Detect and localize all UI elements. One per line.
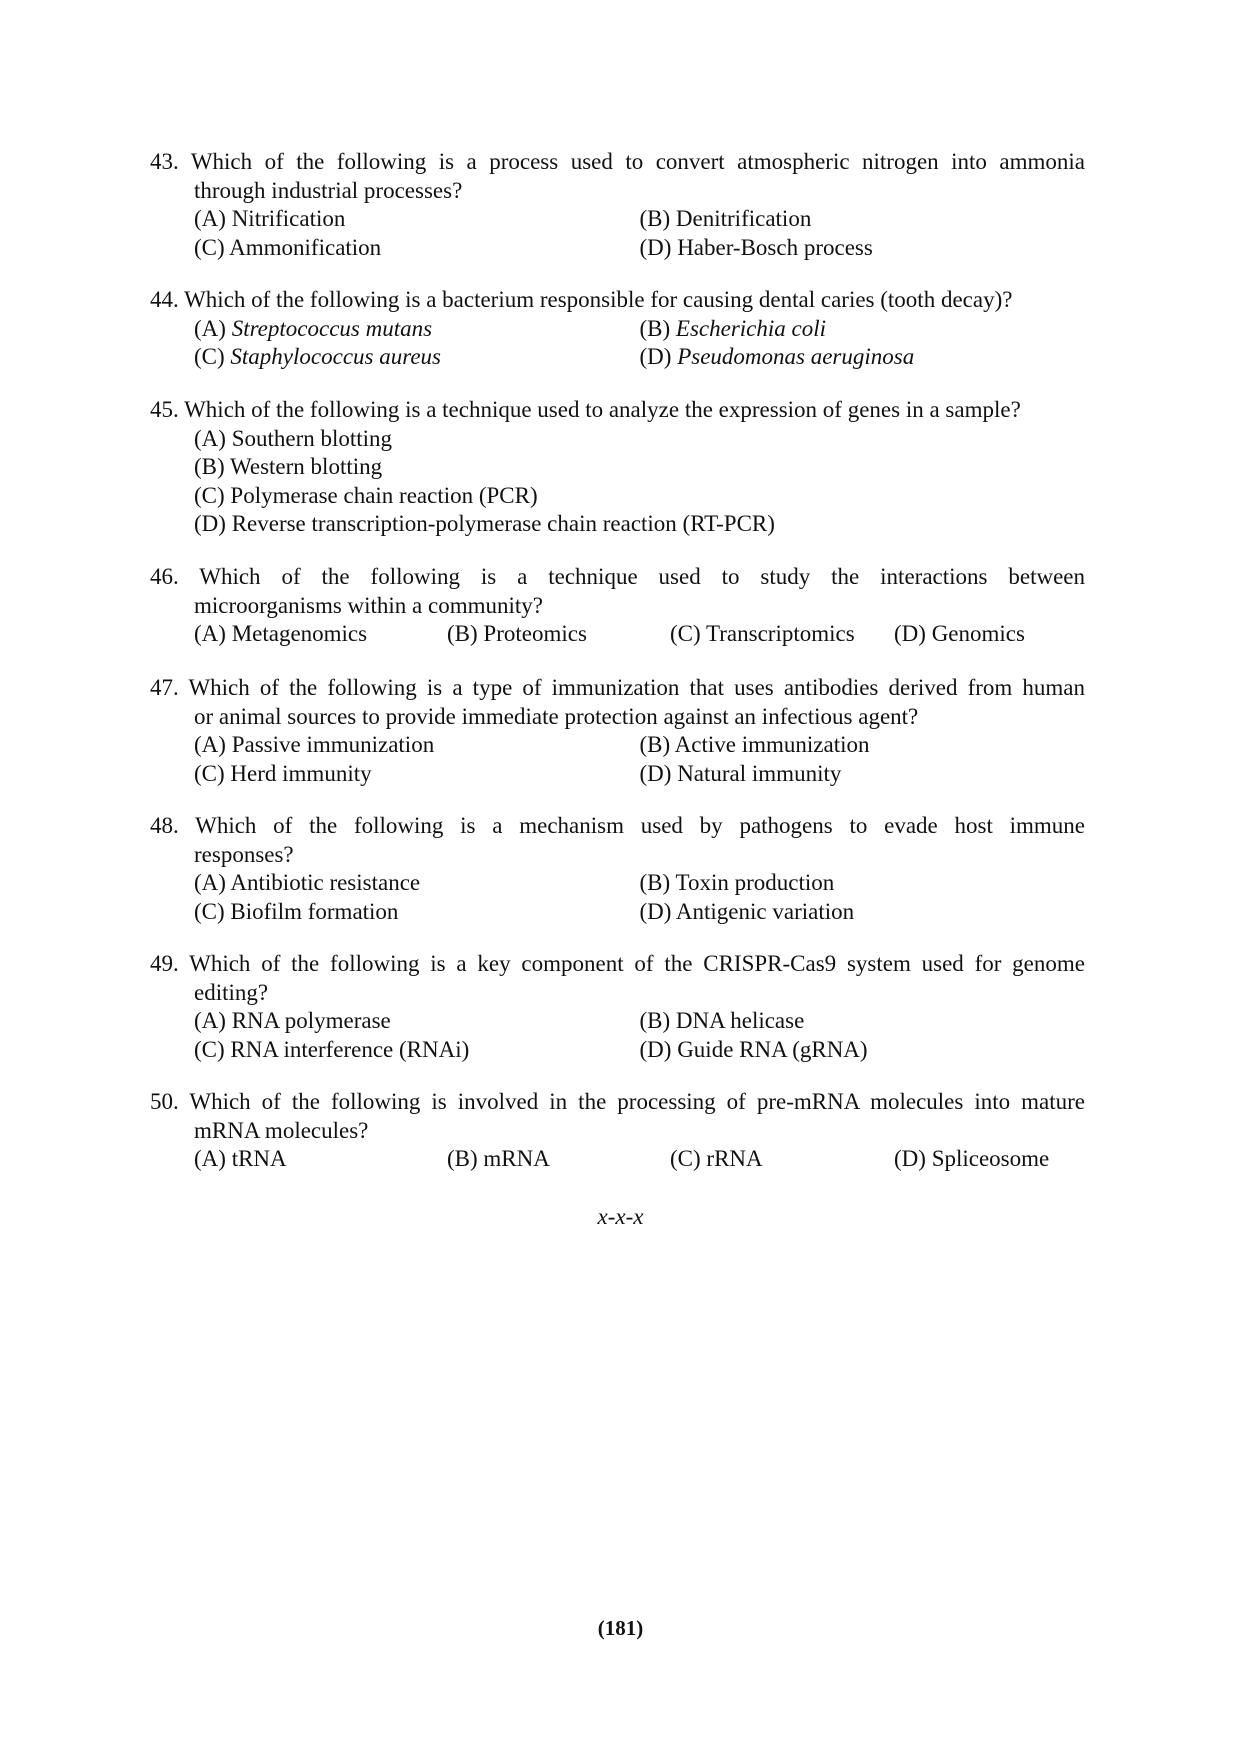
- option-a: (A) Passive immunization: [194, 732, 435, 757]
- question-50: [150, 1088, 1085, 1174]
- option-d: (D) Haber-Bosch process: [639, 234, 873, 260]
- option-a: (A) Southern blotting: [194, 425, 393, 451]
- options: [150, 1145, 1085, 1174]
- options: [150, 869, 1085, 926]
- question-line-1: Which of the following is a technique used to study the interactions between: [199, 564, 1085, 589]
- question-number: 50.: [150, 1089, 179, 1114]
- option-b: (B) Escherichia coli: [639, 315, 827, 341]
- option-c: (C) Polymerase chain reaction (PCR): [194, 482, 538, 508]
- question-text: [150, 563, 1085, 592]
- option-c: (C) RNA interference (RNAi): [194, 1036, 470, 1062]
- option-c: (C) Transcriptomics: [670, 621, 855, 646]
- option-a: (A) Streptococcus mutans: [194, 315, 433, 341]
- options: [150, 205, 1085, 262]
- option-b: (B) Active immunization: [639, 732, 870, 757]
- options: [150, 1007, 1085, 1064]
- end-separator: x-x-x: [597, 1204, 644, 1229]
- option-a: (A) Metagenomics: [194, 621, 368, 646]
- question-line-1: Which of the following is involved in the processing of pre-mRNA molecules into mature: [189, 1089, 1085, 1114]
- option-d: (D) Genomics: [894, 621, 1025, 646]
- question-text: [150, 812, 1085, 841]
- question-line-2: editing?: [194, 979, 269, 1005]
- question-number: 47.: [150, 675, 179, 700]
- option-b: (B) Toxin production: [639, 870, 835, 895]
- options: [150, 620, 1085, 649]
- question-number: 44.: [150, 287, 179, 312]
- question-43: [150, 148, 1085, 262]
- question-text: [150, 396, 1085, 425]
- option-b: (B) Denitrification: [639, 206, 812, 231]
- option-a: (A) Nitrification: [194, 206, 346, 231]
- option-b: (B) Western blotting: [194, 454, 383, 479]
- question-line-2: responses?: [194, 841, 294, 867]
- option-b: (B) mRNA: [447, 1146, 550, 1171]
- question-line-2: mRNA molecules?: [194, 1117, 369, 1143]
- question-46: [150, 563, 1085, 649]
- option-b: (B) DNA helicase: [639, 1008, 805, 1033]
- option-b: (B) Proteomics: [447, 621, 587, 646]
- question-line-1: Which of the following is a process used to convert atmospheric nitrogen into ammonia: [190, 149, 1085, 174]
- question-48: [150, 812, 1085, 926]
- option-c: (C) Herd immunity: [194, 760, 372, 786]
- question-line-1: Which of the following is a technique used to analyze the expression of genes in a sample?: [184, 397, 1021, 422]
- question-44: [150, 286, 1085, 372]
- option-d: (D) Guide RNA (gRNA): [639, 1036, 868, 1062]
- option-c: (C) rRNA: [670, 1146, 763, 1171]
- option-a: (A) tRNA: [194, 1146, 287, 1171]
- question-47: [150, 674, 1085, 788]
- option-d: (D) Antigenic variation: [639, 898, 855, 924]
- options: [150, 425, 1085, 539]
- question-number: 48.: [150, 813, 179, 838]
- question-line-2: or animal sources to provide immediate protection against an infectious agent?: [194, 703, 919, 729]
- question-number: 46.: [150, 564, 179, 589]
- question-number: 45.: [150, 397, 179, 422]
- question-text: [150, 286, 1085, 315]
- question-number: 43.: [150, 149, 179, 174]
- question-text: [150, 148, 1085, 177]
- question-49: [150, 950, 1085, 1064]
- question-line-1: Which of the following is a bacterium responsible for causing dental caries (tooth decay)?: [184, 287, 1013, 312]
- question-line-2: through industrial processes?: [194, 177, 463, 203]
- question-line-1: Which of the following is a mechanism used by pathogens to evade host immune: [195, 813, 1086, 838]
- option-d: (D) Reverse transcription-polymerase chain reaction (RT-PCR): [194, 511, 775, 536]
- question-line-2: microorganisms within a community?: [194, 592, 543, 618]
- option-d: (D) Natural immunity: [639, 760, 842, 786]
- option-c: (C) Ammonification: [194, 234, 382, 260]
- option-d: (D) Spliceosome: [894, 1146, 1050, 1171]
- question-text: [150, 674, 1085, 703]
- question-number: 49.: [150, 951, 179, 976]
- option-c: (C) Biofilm formation: [194, 898, 399, 924]
- options: [150, 731, 1085, 788]
- option-d: (D) Pseudomonas aeruginosa: [639, 344, 915, 369]
- option-a: (A) Antibiotic resistance: [194, 870, 421, 895]
- question-45: [150, 396, 1085, 539]
- page-number: (181): [597, 1616, 644, 1640]
- options: [150, 315, 1085, 372]
- question-line-1: Which of the following is a key component of the CRISPR-Cas9 system used for genome: [189, 951, 1085, 976]
- question-text: [150, 1088, 1085, 1117]
- option-a: (A) RNA polymerase: [194, 1008, 391, 1033]
- question-line-1: Which of the following is a type of immunization that uses antibodies derived from human: [188, 675, 1085, 700]
- question-text: [150, 950, 1085, 979]
- option-c: (C) Staphylococcus aureus: [194, 344, 441, 369]
